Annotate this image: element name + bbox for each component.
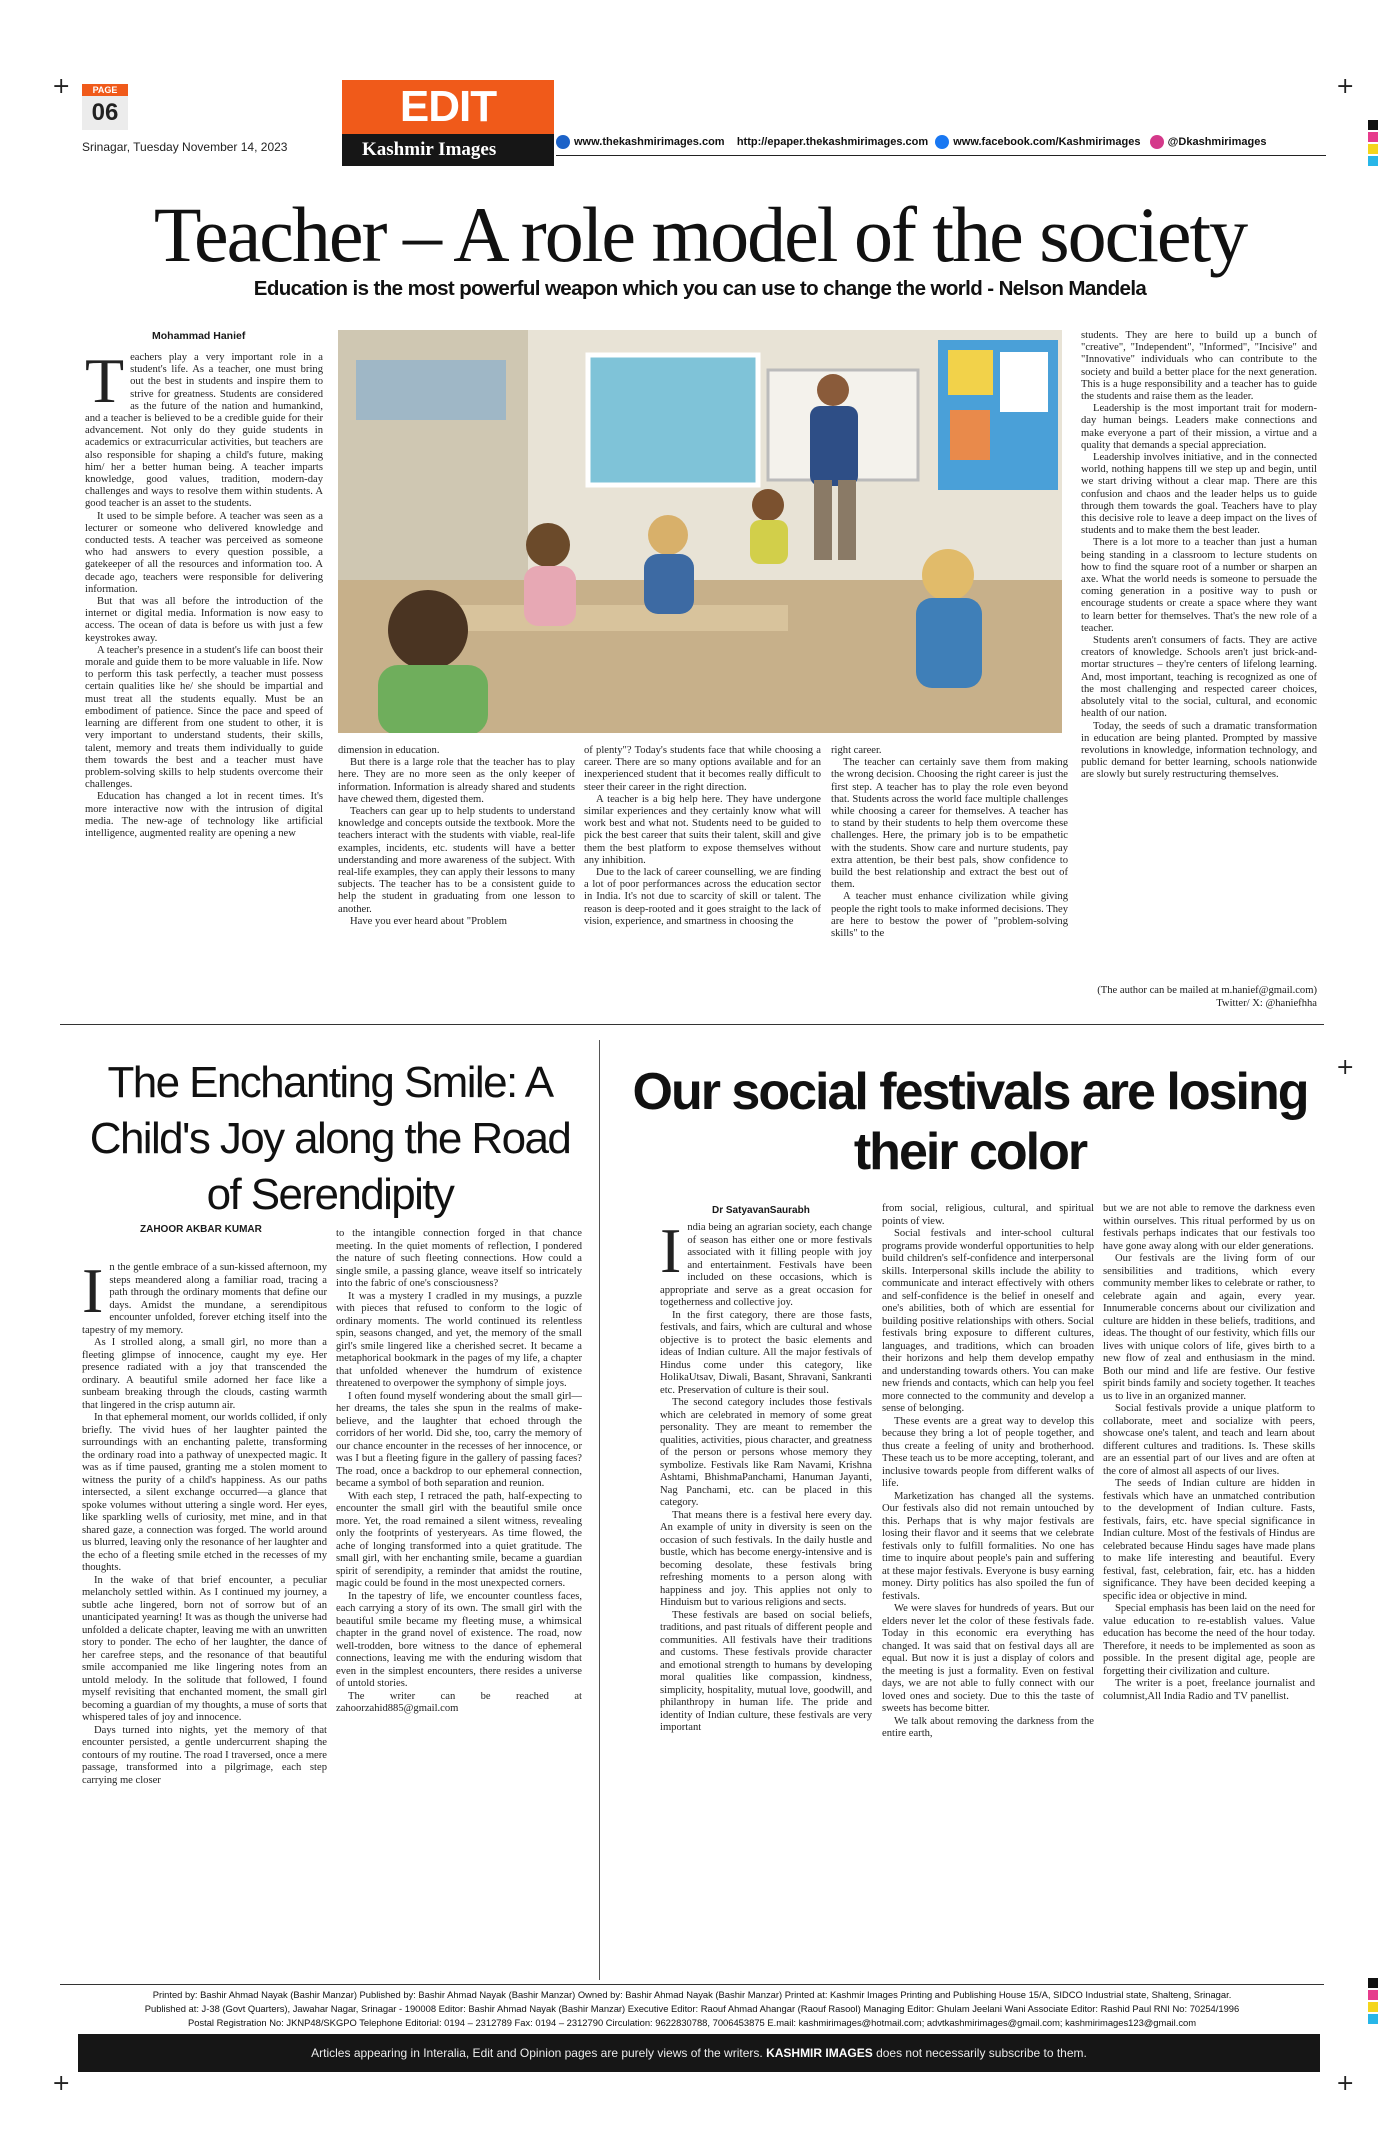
- article3-column-3: but we are not able to remove the darkness even within ourselves. This ritual performed by us on festivals perhaps indicates that our festivals too have gone away along with our elder generations. Our festivals are the living form of our sensibilities and traditions, which every community member likes to celebrate or rather, to celebrate again and again, every year. Innumerable concerns about our civilization and culture are hidden in these beliefs, traditions, and ideas. The thought of our festivity, which fills our lives with unique colors of life, gives birth to a new flow of zeal and enthusiasm in the mind. Both our mind and life are festive. Our festive spirit binds family and society together. It teaches us to live in an organized manner. Social festivals provide a unique platform to collaborate, meet and socialize with peers, showcase one's talent, and teach and learn about different cultures and traditions. Is. These skills are an essential part of our lives and are often at the core of almost all aspects of our lives. The seeds of Indian culture are hidden in festivals which have an unmatched contribution to the development of Indian culture. Fasts, festivals, fairs, etc. have special significance in Indian culture. Most of the festivals of Hindus are celebrated because Hindu sages have made plans to make life interesting and beautiful. Every festival, fast, celebration, fair, etc. has a hidden significance. They have been decided keeping a specific idea or objective in mind. Special emphasis has been laid on the need for value education to re-establish values. Value education has become the need of the hour today. Therefore, it needs to be implemented as soon as possible. In the present digital age, people are forgetting their civilization and culture. The writer is a poet, freelance journalist and columnist,All India Radio and TV panellist.: [1103, 1203, 1315, 1702]
- page-number-badge: [82, 84, 128, 132]
- article1-author-contact: (The author can be mailed at m.hanief@gmail.com) Twitter/ X: @haniefhha: [1097, 985, 1317, 1009]
- site-link[interactable]: www.thekashmirimages.com: [574, 135, 725, 148]
- registration-mark-icon: +: [52, 2071, 71, 2096]
- disclaimer-text: Articles appearing in Interalia, Edit and Opinion pages are purely views of the writers.: [311, 2046, 763, 2060]
- imprint-line-2: Published at: J-38 (Govt Quarters), Jawahar Nagar, Srinagar - 190008 Editor: Bashir Ahmad Nayak (Bashir Manzar) Executive Editor: Raouf Ahmad Ahangar (Raouf Rasool) Managing Editor: Ghulam Jeelani Wani Associate Editor: Rashid Paul RNI No: 70254/1996: [144, 2003, 1240, 2014]
- registration-mark-icon: +: [1336, 2071, 1355, 2096]
- article1-column-3: of plenty"? Today's students face that while choosing a career. There are so many options available and for an inexperienced student that it becomes really difficult to steer their career in the right direction. A teacher is a big help here. They have undergone similar experiences and they certainly know what will work best and what not. Students need to be guided to pick the best career that suits their talent, skill and give them the best platform to expose themselves without any inhibition. Due to the lack of career counselling, we are finding a lot of poor performances across the education sector in India. It's not due to scarcity of skill or talent. The reason is deep-rooted and it goes straight to the lack of vision, experience, and smartness in choosing the: [584, 745, 821, 927]
- color-swatch-yellow: [1368, 144, 1378, 154]
- article1-title: Teacher – A role model of the society: [153, 191, 1247, 278]
- column-divider: [599, 1040, 600, 1980]
- article1-column-1: T eachers play a very important role in a student's life. As a teacher, one must bring out the best in students and inspire them to strive for greatness. Students are considered as the future of the nation and humankind, and a teacher is believed to be a credible guide for their advancement. Not only do they guide students in academics or extracurricular activities, but teachers are also responsible for shaping a child's future, making him/ her a better human being. A teacher imparts knowledge, good values, tradition, modern-day challenges and ways to resolve them within students. A good teacher is an asset to the students. It used to be simple before. A teacher was seen as a lecturer or someone who delivered knowledge and conducted tests. A teacher was perceived as someone who had answers to every question possible, a gatekeeper of all the resources and information too. A decade ago, teachers were responsible for delivering information. But that was all before the introduction of the internet or digital media. Information is now easy to access. The ocean of data is before us with just a few keystrokes away. A teacher's presence in a student's life can boost their morale and guide them to be more valuable in life. Now to perform this task perfectly, a teacher must possess certain qualities like he/ she should be impartial and must treat all the students equally. Must be an embodiment of patience. Since the pace and speed of learning are different from one student to other, it is very important to understand students, their skills, talent, memory and treats them individually to guide them towards the best and a teacher must have problem-solving skills to help students overcome their challenges. Education has changed a lot in recent times. It's more interactive now with the intrusion of digital media. The new-age of technology like artificial intelligence, augmented reality are opening a new: [85, 352, 323, 839]
- dateline: Srinagar, Tuesday November 14, 2023: [82, 140, 288, 154]
- article1-byline: Mohammad Hanief: [152, 330, 246, 342]
- article1-column-5: students. They are here to build up a bunch of "creative", "Independent", "Informed", "Incisive" and "Innovative" individuals who can contribute to the society and build a better place for the next generation. This is a huge responsibility and a teacher has to guide the students and raise them as the leader. Leadership is the most important trait for modern-day human beings. Leaders make connections and make everyone a part of their mission, a virtue and a quality that demands a special appreciation. Leadership involves initiative, and in the connected world, nothing happens till we step up and begin, until we start driving without a clear map. There are this confusion and chaos and the leader helps us to guide through them towards the goal. Teachers have to play this decisive role to leave a deep impact on the lives of students and to make them the best leader. There is a lot more to a teacher than just a human being standing in a classroom to lecture students on how to find the square root of a number or sharpen an axe. What the world needs is someone to persuade the coming generation in a positive way to push or encourage students or create a space where they want to learn better for themselves. That's the new role of a teacher. Students aren't consumers of facts. They are active creators of knowledge. Schools aren't just brick-and-mortar structures – they're centers of lifelong learning. And, most important, teaching is recognized as one of the most challenging and respected career choices, absolutely vital to the social, cultural, and economic health of our nation. Today, the seeds of such a dramatic transformation in education are being planted. Prompted by massive revolutions in knowledge, information technology, and public demand for better learning, schools nationwide are slowly but surely restructuring themselves.: [1081, 330, 1317, 781]
- web-icon: [556, 135, 570, 149]
- color-swatch-cyan: [1368, 2014, 1378, 2024]
- section-title: EDIT: [342, 80, 554, 134]
- disclaimer-bar: [78, 2034, 1320, 2072]
- article3-title: Our social festivals are losing their color: [632, 1063, 1308, 1181]
- article2-byline: ZAHOOR AKBAR KUMAR: [140, 1224, 262, 1235]
- imprint: [60, 1988, 1324, 2030]
- article3-drop-cap: I: [660, 1222, 682, 1286]
- section-divider: [60, 1024, 1324, 1025]
- imprint-line-1: Printed by: Bashir Ahmad Nayak (Bashir Manzar) Published by: Bashir Ahmad Nayak (Bashir Manzar) Owned by: Bashir Ahmad Nayak (Bashir Manzar) Printed at: Kashmir Images Printing and Publishing House 15/A, SIDCO Industrial state, Shalteng, Srinagar.: [152, 1989, 1232, 2000]
- article1-column-4: right career. The teacher can certainly save them from making the wrong decision. Choosing the right career is just the first step. A teacher has to play the role even beyond that. Students across the world face multiple challenges while choosing a career for themselves. A teacher has to stand by their students to help them overcome these challenges. Here, the primary job is to be empathetic with the students. Show care and nurture students, pay extra attention, be their best pals, show confidence to build the best relationship and extract the best out of them. A teacher must enhance civilization while giving people the right tools to make informed decisions. They are here to bestow the power of "problem-solving skills" to the: [831, 745, 1068, 940]
- page-label: PAGE: [82, 84, 128, 96]
- color-swatch-yellow: [1368, 2002, 1378, 2012]
- article2-column-1: I n the gentle embrace of a sun-kissed afternoon, my steps meandered along a familiar road, tracing a path through the ordinary moments that define our days. Amidst the mundane, a serendipitous encounter unfolded, forever etching itself into the tapestry of my memory. As I strolled along, a small girl, no more than a fleeting glimpse of innocence, caught my eye. Her presence radiated with a joy that transcended the ordinary. A beautiful smile adorned her face like a sunbeam breaking through the clouds, casting warmth that lingered in the crisp autumn air. In that ephemeral moment, our worlds collided, if only briefly. The vivid hues of her laughter painted the surroundings with an enchanting palette, transforming the ordinary road into a pathway of unexpected magic. It was as if time paused, granting me a stolen moment to witness the purity of a child's happiness. As our paths intersected, a silent exchange occurred—a glance that spoke volumes without uttering a single word. Her eyes, like sparkling wells of curiosity, met mine, and in that shared gaze, a connection was forged. The world around us blurred, leaving only the resonance of her laughter and the echo of a fleeting smile etched in the recesses of my thoughts. In the wake of that brief encounter, a peculiar melancholy settled within. As I continued my journey, a subtle ache lingered, born not of sorrow but of an unanticipated yearning! It was as though the universe had unfolded a delicate chapter, leaving me with an unwritten story to ponder. The echo of her laughter, the dance of her carefree steps, and the resonance of that beautiful smile accompanied me like lingering notes from an untold melody. In the solitude that followed, I found myself revisiting that enchanted moment, the small girl becoming a guardian of my thoughts, a muse of sorts that whispered tales of joy and innocence. Days turned into nights, yet the memory of that encounter persisted, a gentle undercurrent shaping the contours of my routine. The road I traversed, once a mere passage, transformed into a pilgrimage, each step carrying me closer: [82, 1262, 327, 1786]
- disclaimer-tail: does not necessarily subscribe to them.: [876, 2046, 1087, 2060]
- header-rule: [556, 155, 1326, 156]
- color-swatch-cyan: [1368, 156, 1378, 166]
- article2-title: The Enchanting Smile: A Child's Joy along the Road of Serendipity: [89, 1058, 571, 1219]
- imprint-rule: [60, 1984, 1324, 1985]
- facebook-link[interactable]: www.facebook.com/Kashmirimages: [953, 135, 1141, 148]
- article2-drop-cap: I: [82, 1262, 104, 1326]
- article1-drop-cap: T: [85, 352, 125, 416]
- color-swatch-magenta: [1368, 132, 1378, 142]
- color-swatch-black: [1368, 120, 1378, 130]
- article1-subtitle: Education is the most powerful weapon which you can use to change the world - Nelson Mandela: [253, 277, 1147, 300]
- registration-mark-icon: +: [1336, 74, 1355, 99]
- article2-column-2: to the intangible connection forged in that chance meeting. In the quiet moments of reflection, I pondered the nature of such fleeting connections. How could a single smile, a passing glance, weave itself so intricately into the fabric of one's consciousness? It was a mystery I cradled in my musings, a puzzle with pieces that refused to conform to the logic of ordinary moments. The world continued its relentless spin, seasons changed, and yet, the memory of the small girl's smile lingered like a cherished secret. It became a metaphorical bookmark in the pages of my life, a chapter that unfolded whenever the humdrum of existence threatened to overpower the symphony of simple joys. I often found myself wondering about the small girl—her dreams, the tales she spun in the realms of make-believe, and the laughter that echoed through the corridors of her world. Did she, too, carry the memory of our chance encounter in the recesses of her innocence, or was I but a fleeting figure in the gallery of passing faces? The road, once a backdrop to our ephemeral connection, became a symbol of both separation and reunion. With each step, I retraced the path, half-expecting to encounter the small girl with the beautiful smile once more. Yet, the road remained a silent witness, revealing only the footprints of yesteryears. As time flowed, the ache of longing transformed into a quiet gratitude. The small girl, with her enchanting smile, became a guardian spirit of serendipity, a reminder that amidst the routine, magic could be found in the most unexpected corners. In the tapestry of life, we encounter countless faces, each carrying a story of its own. The small girl with the beautiful smile became my fleeting muse, a whimsical chapter in the grand novel of existence. The road, now well-trodden, bore witness to the dance of ephemeral connections, leaving me with the enduring wisdom that even in the simplest encounters, there resides a universe of untold stories. The writer can be reached at zahoorzahid885@gmail.com: [336, 1228, 582, 1714]
- color-swatch-black: [1368, 1978, 1378, 1988]
- twitter-icon: [1150, 135, 1164, 149]
- registration-mark-icon: +: [52, 74, 71, 99]
- disclaimer-brand: KASHMIR IMAGES: [766, 2046, 873, 2060]
- article1-column-2: dimension in education. But there is a large role that the teacher has to play here. They are no more seen as the only keeper of information. Information is already shared and students have chewed them, digested them. Teachers can gear up to help students to understand knowledge and concepts outside the textbook. More the teachers interact with the students with viable, real-life examples, incidents, etc. students will have a better understanding and more awareness of the subject. With real-life examples, they can apply their lessons to many subjects. The teacher has to be a consistent guide to help the student in graduating from one lesson to another. Have you ever heard about "Problem: [338, 745, 575, 927]
- article3-column-2: from social, religious, cultural, and spiritual points of view. Social festivals and inter-school cultural programs provide wonderful opportunities to help build children's self-confidence and interpersonal skills. Interpersonal skills include the ability to communicate and interact effectively with others and self-confidence is the belief in oneself and one's abilities, both of which are essential for building positive relationships with others. Social festivals bring exposure to different cultures, languages, and traditions, which can broaden their horizons and help them develop empathy and understanding towards others. You can make new friends and contacts, which can help you feel more connected to the community and develop a sense of belonging. These events are a great way to develop this because they bring a lot of people together, and thus create a feeling of unity and brotherhood. These teach us to be more accepting, tolerant, and inclusive towards people from different walks of life. Marketization has changed all the systems. Our festivals also did not remain untouched by this. Perhaps that is why major festivals are losing their flavor and it seems that we celebrate festivals only to fulfill formalities. No one has time to inquire about people's pain and suffering at these major festivals. Everyone is busy earning money. Dirty politics has also spoiled the fun of festivals. We were slaves for hundreds of years. But our elders never let the color of these festivals fade. Today in this economic era everything has changed. It was said that on festival days all are equal. But now it is just a display of colors and the meeting is just a formality. Even on festival days, we are not able to fully connect with our loved ones and society. Due to this the taste of sweets has become bitter. We talk about removing the darkness from the entire earth,: [882, 1203, 1094, 1739]
- registration-mark-icon: +: [1336, 1055, 1355, 1080]
- facebook-icon: [935, 135, 949, 149]
- epaper-link[interactable]: http://epaper.thekashmirimages.com: [736, 135, 929, 148]
- masthead: [342, 80, 554, 166]
- twitter-link[interactable]: @Dkashmirimages: [1167, 135, 1267, 148]
- page-number: 06: [82, 96, 128, 130]
- article3-column-1: I ndia being an agrarian society, each change of season has either one or more festivals associated with it filling people with joy and entertainment. Festivals have been included on these occasions, which is appropriate and serve as a great occasion for togetherness and collective joy. In the first category, there are those fasts, festivals, and fairs, which are cultural and whose objective is to protect the basic elements and ideas of Indian culture. All the major festivals of Hindus come under this category, like HolikaUtsav, Diwali, Basant, Shravani, Sankranti etc. Preservation of culture is their soul. The second category includes those festivals which are celebrated in memory of some great personality. They are meant to remember the qualities, activities, pious character, and greatness of the person or persons whose memory they symbolize. Festivals like Ram Navami, Krishna Ashtami, BhishmaPanchami, Hanuman Jayanti, Nag Panchami, etc. can be placed in this category. That means there is a festival here every day. An example of unity in diversity is seen on the occasion of such festivals. In the daily hustle and bustle, which has become energy-intensive and is becoming desolate, these festivals bring refreshing moments to a person along with happiness and joy. This applies not only to Hinduism but to various religions and sects. These festivals are based on social beliefs, traditions, and past rituals of different people and communities. All festivals have their traditions and customs. These festivals provide character and emotional strength to humans by developing moral qualities like compassion, kindness, simplicity, hospitality, mutual love, goodwill, and philanthropy in human life. The pride and identity of Indian culture, these festivals are very important: [660, 1222, 872, 1733]
- imprint-line-3: Postal Registration No: JKNP48/SKGPO Telephone Editorial: 0194 – 2312789 Fax: 0194 – 2312790 Circulation: 9622830788, 7006453875 E.mail: kashmirimages@hotmail.com; advtkashmirimages@gmail.com; kashmirimages123@gmail.com: [187, 2017, 1197, 2028]
- classroom-photo: [338, 330, 1062, 733]
- paper-name: Kashmir Images: [342, 134, 554, 166]
- color-swatch-magenta: [1368, 1990, 1378, 2000]
- link-bar: [556, 135, 1326, 149]
- article3-byline: Dr SatyavanSaurabh: [712, 1205, 810, 1216]
